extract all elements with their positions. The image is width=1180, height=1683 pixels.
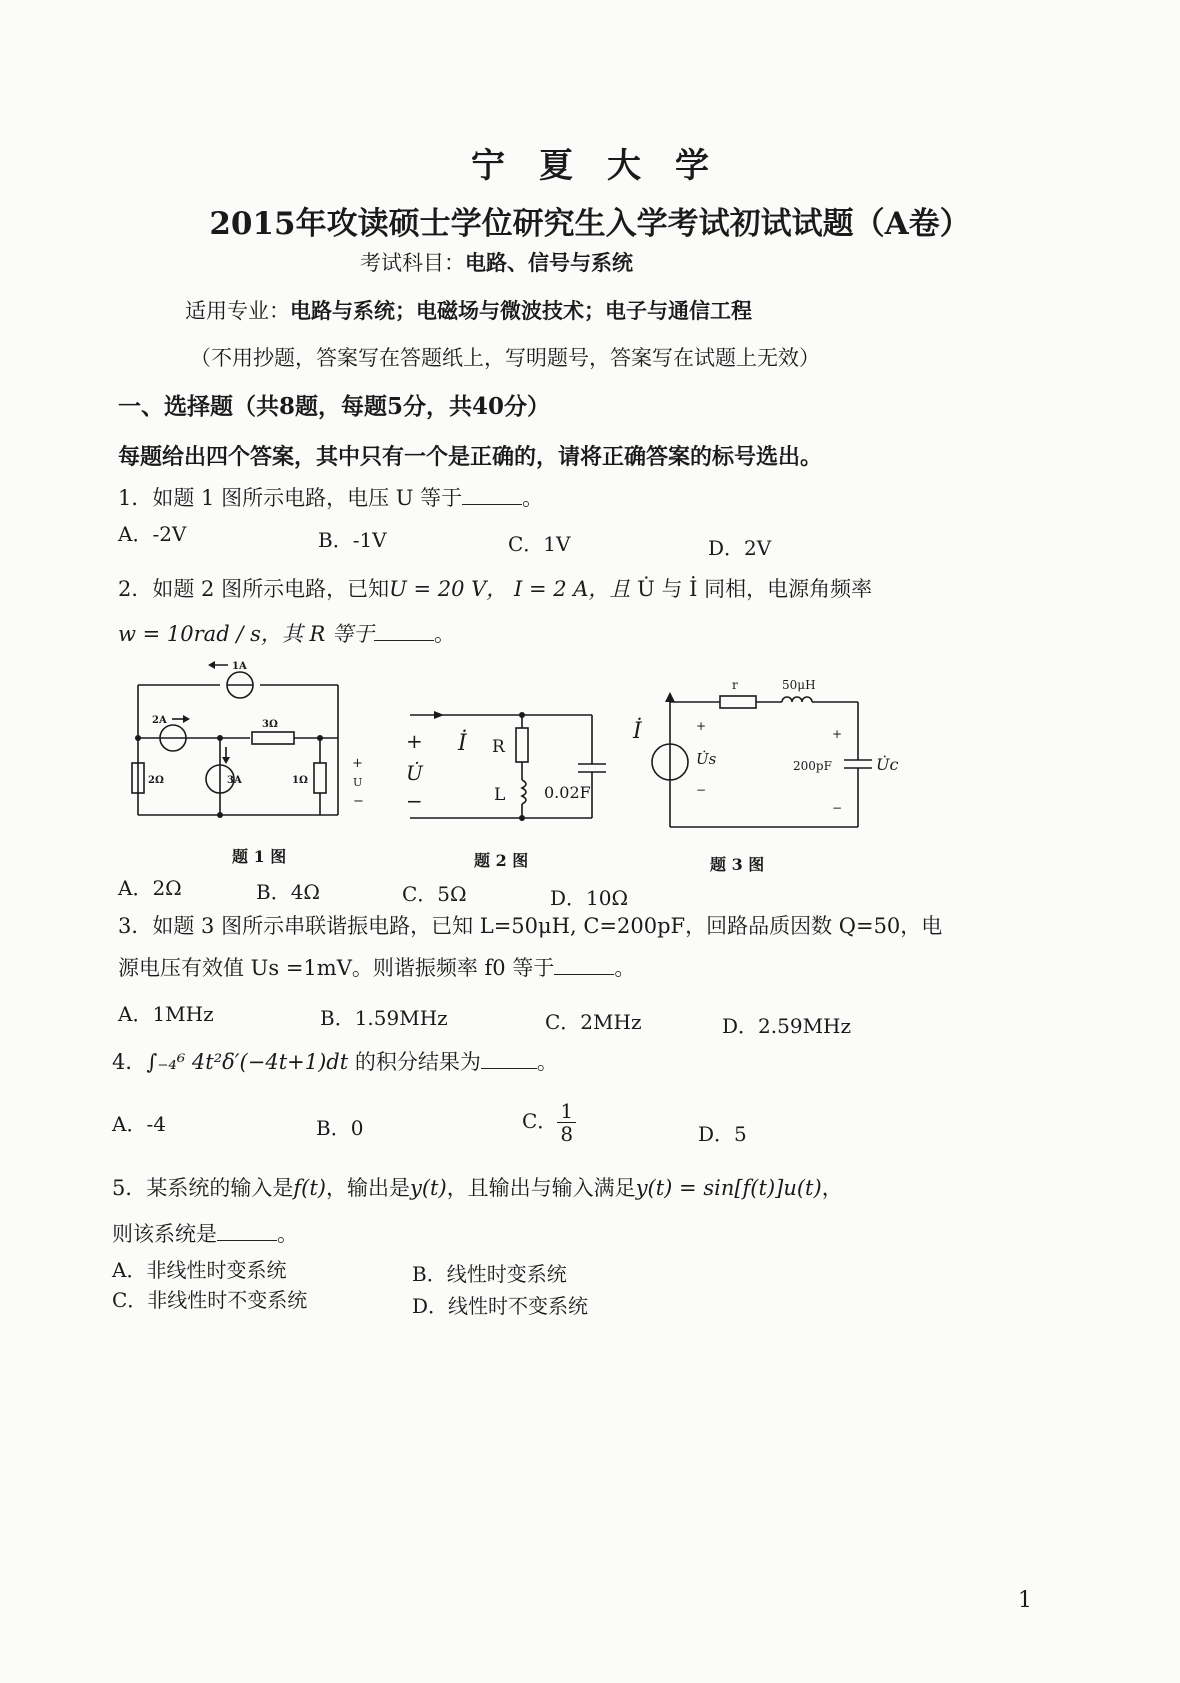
- q4-text: [112, 1046, 558, 1076]
- q1-end: 。: [522, 486, 544, 510]
- q3-line2: [118, 952, 635, 982]
- fig2-minus: −: [406, 789, 423, 813]
- fig3-us: U̇s: [696, 750, 717, 768]
- q2-stem: 2．如题 2 图所示电路，已知: [118, 577, 390, 601]
- fig3-current: İ: [633, 719, 642, 744]
- fig1-label-3a: 3A: [227, 775, 242, 786]
- majors-line: [185, 295, 752, 325]
- q2-end: 。: [434, 622, 456, 646]
- q4-stem: 的积分结果为: [354, 1050, 481, 1074]
- fig1-label-2ohm: 2Ω: [148, 775, 164, 786]
- q5-line1: [112, 1172, 843, 1202]
- fig2-c: 0.02F: [544, 783, 591, 802]
- q5-stem-b: ，输出是: [325, 1176, 410, 1200]
- q2-cond-u: U = 20 V，: [389, 577, 508, 601]
- q4-option-c-label: C．: [522, 1109, 558, 1133]
- fig2-voltage: U̇: [406, 761, 423, 785]
- section-heading: 一、选择题（共8题，每题5分，共40分）: [118, 393, 551, 420]
- exam-title: 2015年攻读硕士学位研究生入学考试初试试题（A卷）: [209, 206, 971, 242]
- q2-omega: w = 10rad / s，其 R 等于: [118, 622, 375, 646]
- figure-1-circuit: [120, 655, 380, 840]
- q4-option-c-fraction: [557, 1100, 576, 1145]
- answer-blank: [554, 956, 614, 975]
- q2-text: [118, 573, 872, 603]
- q5-line2: [112, 1218, 298, 1248]
- q1-option-d: D．2V: [708, 536, 772, 560]
- q4-num: 4．: [112, 1050, 147, 1074]
- q2-option-c: C．5Ω: [402, 882, 467, 906]
- school-name: 宁夏大学: [471, 146, 743, 186]
- fig3-r: r: [732, 678, 738, 692]
- q2-line2: [118, 618, 455, 648]
- fig1-minus: −: [353, 794, 364, 809]
- fig3-uc: U̇c: [876, 755, 899, 774]
- q4-integral: ∫₋₄⁶ 4t²δ′(−4t+1)dt: [146, 1050, 349, 1074]
- q5-option-d: D．线性时不变系统: [412, 1294, 589, 1318]
- figure-2-circuit: [400, 700, 610, 830]
- q2-option-b: B．4Ω: [256, 880, 321, 904]
- q5-equation: y(t) = sin[f(t)]u(t): [635, 1176, 822, 1200]
- q1-option-c: C．1V: [508, 532, 571, 556]
- q5-stem: 则该系统是: [112, 1222, 217, 1246]
- fraction-denominator: 8: [560, 1122, 574, 1146]
- q5-input: f(t): [293, 1176, 326, 1200]
- fig2-l: L: [494, 785, 506, 805]
- q5-end: 。: [277, 1222, 298, 1246]
- q5-comma: ，: [821, 1176, 843, 1200]
- fig3-plus-2: +: [832, 727, 843, 741]
- q3-option-d: D．2.59MHz: [722, 1014, 852, 1038]
- q5-option-b: B．线性时变系统: [412, 1262, 567, 1286]
- exam-note: （不用抄题，答案写在答题纸上，写明题号，答案写在试题上无效）: [190, 346, 820, 370]
- subject-value: 电路、信号与系统: [465, 250, 633, 275]
- q3-stem: 源电压有效值 Us =1mV。则谐振频率 f0 等于: [118, 956, 555, 980]
- q4-option-c: [522, 1100, 576, 1145]
- fig1-label-1a: 1A: [232, 661, 247, 672]
- fig1-label-1ohm: 1Ω: [292, 775, 308, 786]
- fig1-label-3ohm: 3Ω: [262, 719, 278, 730]
- q5-stem-a: 5．某系统的输入是: [112, 1176, 294, 1200]
- fig1-caption: 题 1 图: [232, 847, 287, 866]
- q4-end: 。: [536, 1050, 558, 1074]
- fig3-caption: 题 3 图: [710, 855, 765, 874]
- answer-blank: [374, 622, 434, 641]
- fraction-numerator: 1: [557, 1100, 576, 1123]
- fig3-plus-1: +: [696, 719, 707, 733]
- fig1-u: U: [353, 776, 363, 789]
- fig2-plus: +: [406, 729, 423, 753]
- q3-option-b: B．1.59MHz: [320, 1006, 448, 1030]
- subject-label: 考试科目：: [360, 251, 465, 275]
- fig2-r: R: [492, 737, 505, 757]
- section-instruction: 每题给出四个答案，其中只有一个是正确的，请将正确答案的标号选出。: [118, 444, 823, 470]
- q5-option-c: C．非线性时不变系统: [112, 1288, 308, 1312]
- fig3-l: 50μH: [782, 678, 816, 692]
- q2-option-a: A．2Ω: [118, 876, 182, 900]
- majors-label: 适用专业：: [185, 299, 290, 323]
- q5-output: y(t): [409, 1176, 447, 1200]
- q1-text: [118, 482, 543, 512]
- q3-option-c: C．2MHz: [545, 1010, 642, 1034]
- answer-blank: [462, 486, 522, 505]
- q5-stem-c: ，且输出与输入满足: [446, 1176, 636, 1200]
- fig3-minus-1: −: [696, 783, 707, 797]
- q1-option-b: B．-1V: [318, 528, 387, 552]
- q2-cond-i: I = 2 A，且: [513, 577, 631, 601]
- q3-line1: 3．如题 3 图所示串联谐振电路，已知 L=50μH, C=200pF，回路品质因数 Q=50，电: [118, 914, 943, 938]
- fig3-c: 200pF: [793, 759, 832, 773]
- q4-option-b: B．0: [316, 1116, 364, 1140]
- answer-blank: [481, 1050, 537, 1069]
- fig2-caption: 题 2 图: [474, 851, 529, 870]
- fig1-plus: +: [352, 756, 363, 771]
- fig2-current: İ: [458, 731, 467, 756]
- answer-blank: [217, 1222, 277, 1241]
- q1-stem: 1．如题 1 图所示电路，电压 U 等于: [118, 486, 463, 510]
- q3-option-a: A．1MHz: [118, 1002, 214, 1026]
- q3-end: 。: [614, 956, 636, 980]
- q2-cond-phase: U̇ 与 İ 同相，电源角频率: [637, 577, 873, 601]
- fig3-minus-2: −: [832, 801, 843, 815]
- q2-option-d: D．10Ω: [550, 886, 629, 910]
- page-number: 1: [1018, 1588, 1032, 1613]
- subject-line: [360, 247, 633, 277]
- q5-option-a: A．非线性时变系统: [112, 1258, 287, 1282]
- q4-option-d: D．5: [698, 1122, 747, 1146]
- majors-value: 电路与系统；电磁场与微波技术；电子与通信工程: [290, 298, 752, 323]
- q1-option-a: A．-2V: [118, 522, 187, 546]
- figure-3-circuit: [630, 672, 899, 837]
- q4-option-a: A．-4: [112, 1112, 166, 1136]
- fig1-label-2a: 2A: [152, 715, 167, 726]
